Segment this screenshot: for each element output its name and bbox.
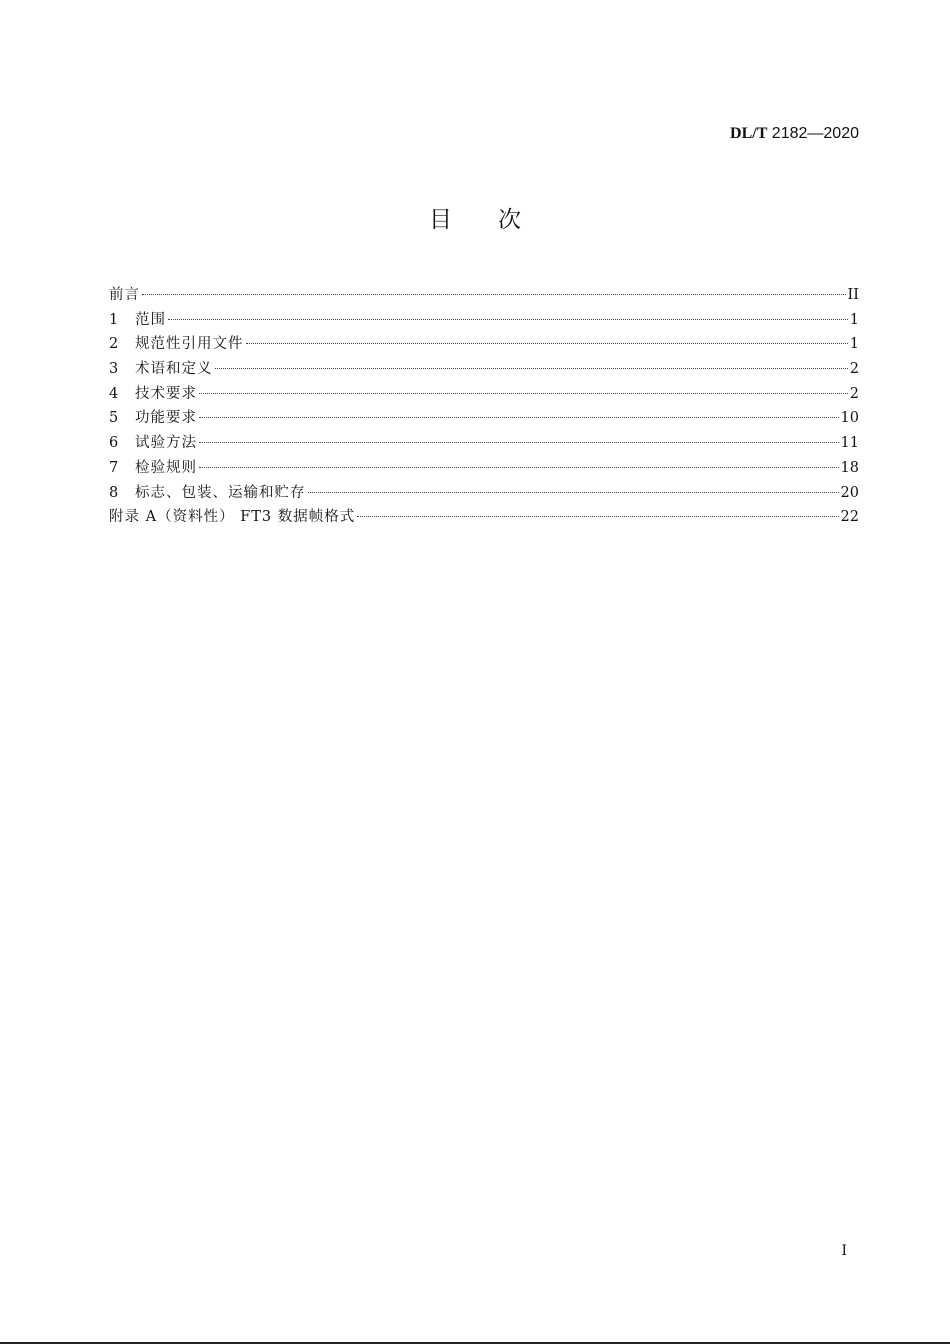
toc-entry-label: 前言 (109, 287, 140, 303)
toc-entry-page: 2 (849, 361, 859, 378)
toc-entry-3[interactable] (109, 358, 859, 383)
toc-entry-number: 5 (109, 410, 119, 427)
toc-entry-page: 11 (840, 435, 859, 452)
toc-entry-page: 18 (840, 459, 859, 476)
toc-dot-leader (215, 368, 848, 369)
toc-entry-number: 8 (109, 484, 119, 501)
toc-entry-page: 20 (840, 484, 859, 501)
toc-entry-page: II (847, 287, 859, 303)
toc-entry-label: 规范性引用文件 (135, 336, 244, 353)
toc-entry-label: 术语和定义 (135, 361, 213, 378)
toc-entry-6[interactable] (109, 432, 859, 457)
toc-entry-page: 1 (849, 311, 859, 328)
toc-entry-label: 试验方法 (135, 435, 197, 452)
toc-entry-label: 技术要求 (135, 385, 197, 402)
toc-dot-leader (308, 492, 839, 493)
toc-entry-label: 附录 A（资料性） FT3 数据帧格式 (109, 509, 356, 526)
toc-entry-appendix-a[interactable] (109, 506, 859, 531)
toc-dot-leader (199, 442, 839, 443)
toc-entry-5[interactable] (109, 407, 859, 432)
toc-entry-4[interactable] (109, 383, 859, 408)
toc-dot-leader (199, 417, 839, 418)
table-of-contents (109, 284, 859, 531)
toc-entry-page: 1 (849, 336, 859, 353)
toc-entry-number: 7 (109, 459, 119, 476)
toc-dot-leader (199, 393, 848, 394)
document-series: DL/T (730, 125, 768, 142)
page-number: I (841, 1243, 847, 1259)
toc-entry-number: 4 (109, 385, 119, 402)
toc-dot-leader (199, 467, 839, 468)
toc-entry-label: 检验规则 (135, 459, 197, 476)
document-code (730, 123, 859, 144)
toc-entry-label: 范围 (135, 311, 166, 328)
toc-entry-7[interactable] (109, 457, 859, 482)
toc-entry-foreword[interactable] (109, 284, 859, 309)
toc-entry-number: 2 (109, 336, 119, 353)
toc-entry-number: 6 (109, 435, 119, 452)
toc-entry-2[interactable] (109, 333, 859, 358)
toc-dot-leader (168, 319, 848, 320)
toc-entry-label: 标志、包装、运输和贮存 (135, 484, 306, 501)
toc-entry-number: 1 (109, 311, 119, 328)
toc-entry-label: 功能要求 (135, 410, 197, 427)
toc-entry-page: 22 (840, 509, 859, 526)
toc-entry-8[interactable] (109, 482, 859, 507)
document-number: 2182—2020 (767, 125, 859, 142)
toc-entry-page: 10 (840, 410, 859, 427)
toc-entry-1[interactable] (109, 309, 859, 334)
toc-dot-leader (246, 343, 848, 344)
toc-title: 目次 (429, 207, 567, 233)
toc-entry-number: 3 (109, 361, 119, 378)
toc-dot-leader (142, 294, 846, 295)
toc-dot-leader (357, 516, 838, 517)
toc-entry-page: 2 (849, 385, 859, 402)
